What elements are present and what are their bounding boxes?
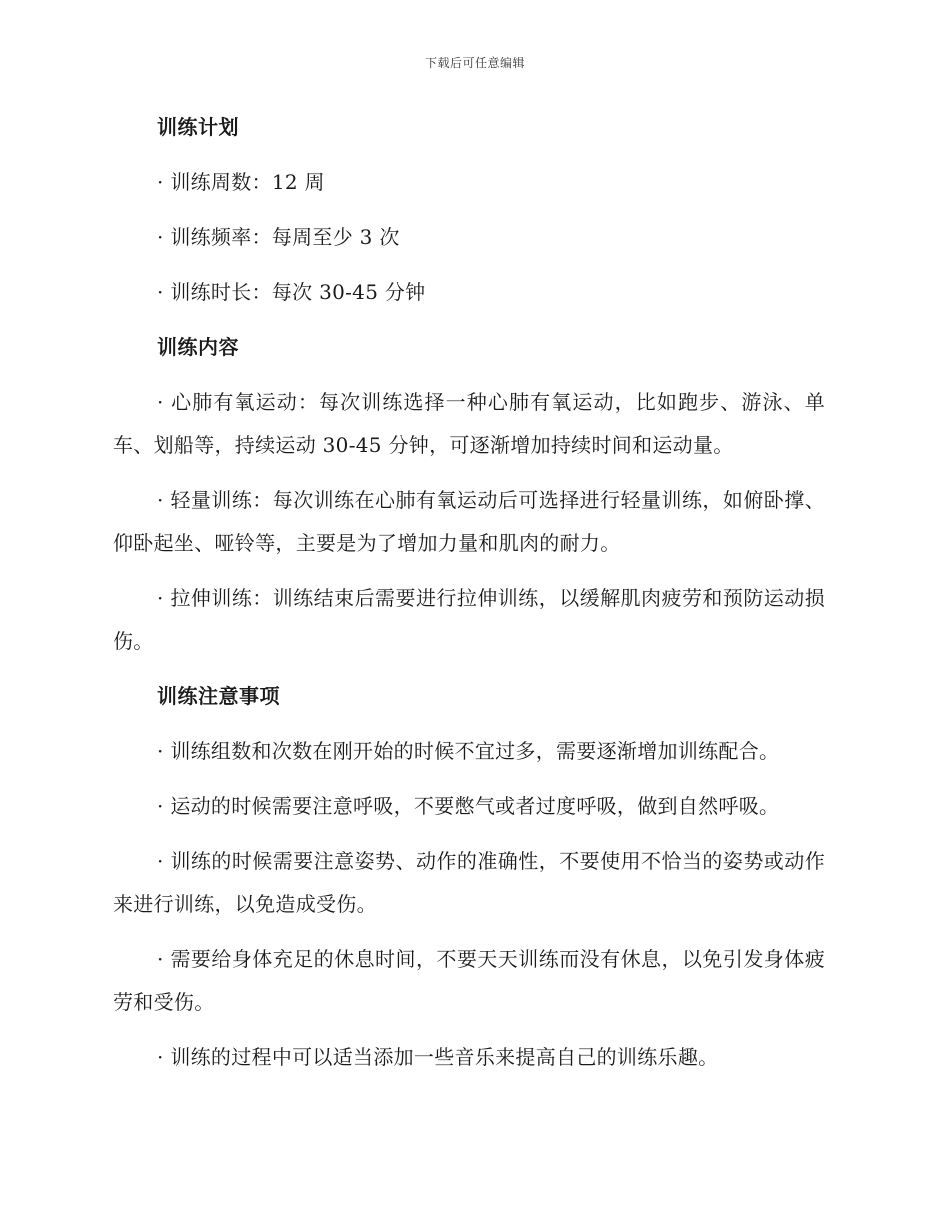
precaution-item-rest: · 需要给身体充足的休息时间，不要天天训练而没有休息，以免引发身体疲劳和受伤。	[113, 947, 825, 1014]
header-note: 下载后可任意编辑	[424, 56, 525, 70]
section-heading-content: 训练内容	[157, 335, 239, 359]
document-body	[113, 106, 825, 1091]
section-heading-plan: 训练计划	[157, 115, 239, 139]
precaution-item-posture: · 训练的时候需要注意姿势、动作的准确性，不要使用不恰当的姿势或动作来进行训练，以免造成受伤。	[113, 849, 825, 916]
section-heading-precautions: 训练注意事项	[157, 684, 280, 708]
precaution-item-music: · 训练的过程中可以适当添加一些音乐来提高自己的训练乐趣。	[157, 1045, 719, 1069]
content-item-light-training: · 轻量训练：每次训练在心肺有氧运动后可选择进行轻量训练，如俯卧撑、仰卧起坐、哑铃等，主要是为了增加力量和肌肉的耐力。	[113, 488, 825, 555]
precaution-item-sets: · 训练组数和次数在刚开始的时候不宜过多，需要逐渐增加训练配合。	[157, 739, 780, 763]
content-item-stretching: · 拉伸训练：训练结束后需要进行拉伸训练，以缓解肌肉疲劳和预防运动损伤。	[113, 586, 825, 653]
plan-item-duration: · 训练时长：每次 30-45 分钟	[157, 280, 426, 304]
precaution-item-breathing: · 运动的时候需要注意呼吸，不要憋气或者过度呼吸，做到自然呼吸。	[157, 794, 780, 818]
plan-item-weeks: · 训练周数：12 周	[157, 170, 325, 194]
plan-item-frequency: · 训练频率：每周至少 3 次	[157, 225, 400, 249]
content-item-cardio: · 心肺有氧运动：每次训练选择一种心肺有氧运动，比如跑步、游泳、单车、划船等，持续运动 30-45 分钟，可逐渐增加持续时间和运动量。	[113, 390, 825, 457]
